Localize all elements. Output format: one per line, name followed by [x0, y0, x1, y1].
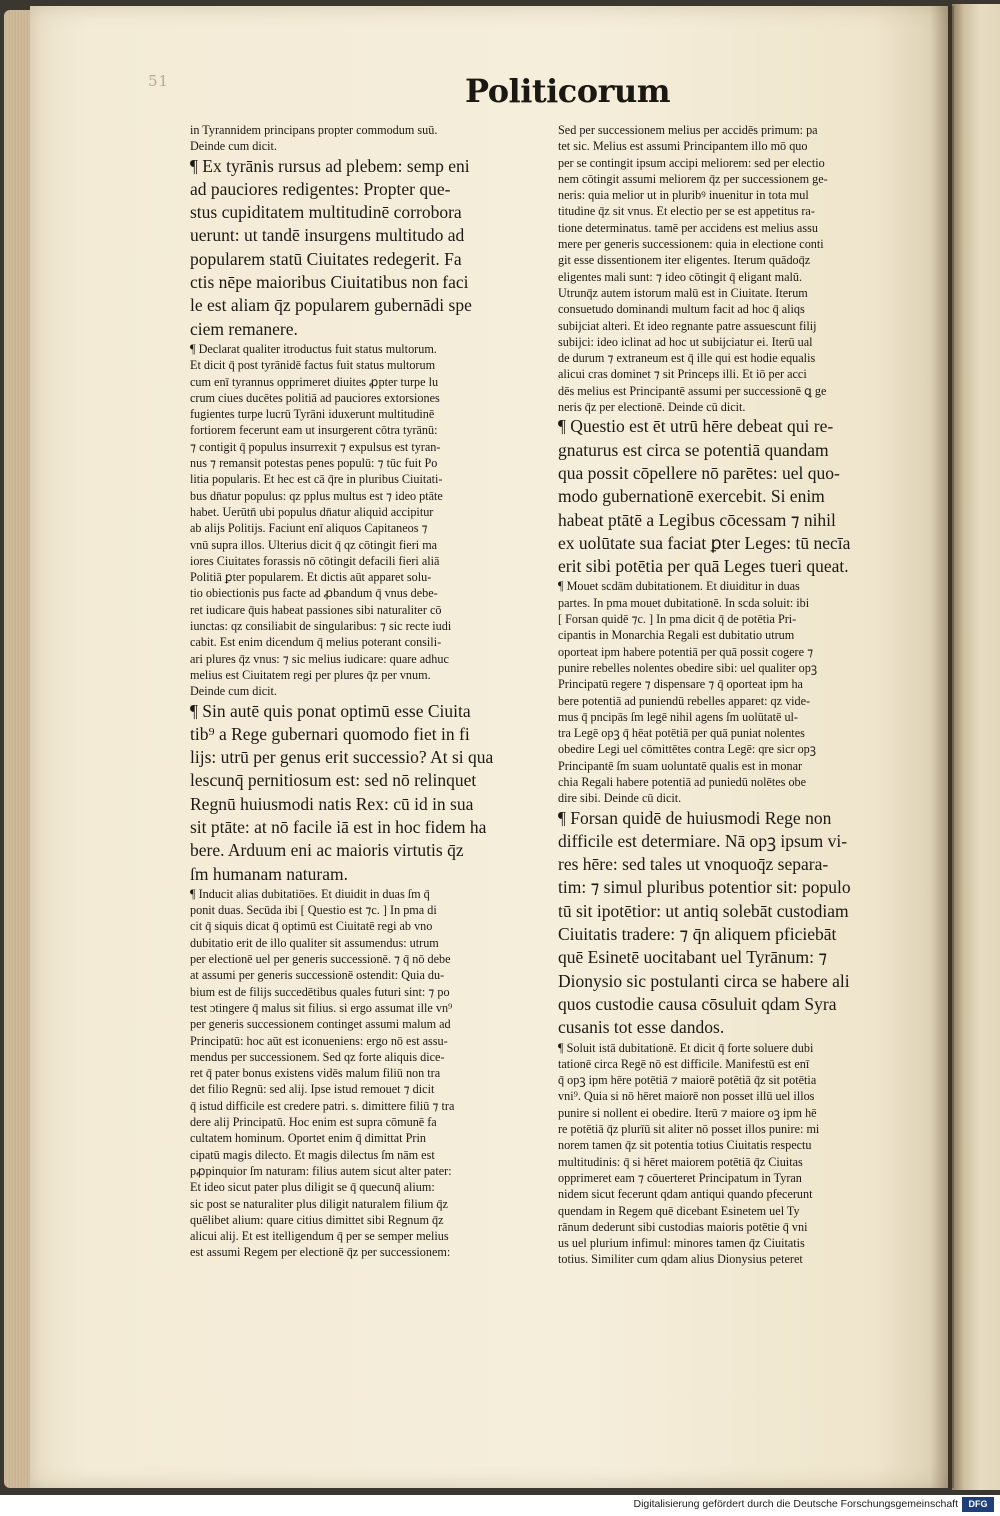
funding-credit: Digitalisierung gefördert durch die Deutsche Forschungsgemeinschaft [633, 1498, 958, 1510]
right-column [558, 122, 908, 1268]
left-paragraph: ¶ Declarat qualiter itroductus fuit status multorum. Et dicit q̄ post tyrānidē factus fuit status multorum cum enī tyrannus opprimeret diuites ꝓpter turpe lu crum ciues ducētes politiā ad pauciores extorsiones fugientes turpe lucrū Tyrāni iduxerunt multitudinē fortiorem fecerunt eam ut insurgerent cōtra tyrānū: ⁊ contigit q̄ populus insurrexit ⁊ expulsus est tyran- nus ⁊ remansit potestas penes populū: ⁊ tūc fuit Po litia popularis. Et hec est cā q̄re in pluribus Ciuitati- bus dn̄atur populus: qz pplus multus est ⁊ ideo ptāte habet. Uerūtn̄ ubi populus dn̄atur aliquid accipitur ab alijs Politijs. Faciunt enī aliquos Capitaneos ⁊ vnū supra illos. Ulterius dicit q̄ qz cōtingit fieri ma iores Ciuitates forassis nō cōtingit defacili fieri aliā Politiā ꝑter popularem. Et dictis aūt apparet solu- tio obiectionis pus facte ad ꝓbandum q̄ vnus debe- ret iudicare q̄uis habeat passiones sibi naturaliter cō iunctas: qz consiliabit de singularibus: ⁊ sic recte iudi cabit. Est enim dicendum q̄ melius poterant consili- ari plures q̄z vnus: ⁊ sic melius iudicare: quare adhuc melius est Ciuitatem regi per plures q̄z per vnum. Deinde cum dicit. [190, 341, 452, 699]
folio-number: 51 [148, 72, 170, 90]
right-paragraph: ¶ Forsan quidē de huiusmodi Rege non difficile est determiare. Nā opꝫ ipsum vi- res hēre: sed tales ut vnoquoq̄z separa- tim: ⁊ simul pluribus potentior sit: populo tū sit ipotētior: ut antiq solebāt custodiam Ciuitatis tradere: ⁊ q̄n aliquem pficiebāt quē Esinetē uocitabant uel Tyrānum: ⁊ Dionysio sic postulanti circa se habere ali quos custodie causa cōsuluit qdam Syra cusanis tot esse dandos. [558, 807, 851, 1038]
right-paragraph: ¶ Questio est ēt utrū hēre debeat qui re- gnaturus est circa se potentiā quandam qua possit cōpellere nō parētes: uel quo- modo gubernationē exercebit. Si enim habeat ptātē a Legibus cōcessam ⁊ nihil ex uolūtate sua faciat ꝑter Leges: tū necīa erit sibi potētia per quā Leges tueri queat. [558, 416, 851, 577]
left-paragraph: in Tyrannidem principans propter commodum suū. Deinde cum dicit. [190, 123, 438, 154]
left-paragraph: ¶ Ex tyrānis rursus ad plebem: semp eni ad pauciores redigentes: Propter que- stus cupiditatem multitudinē corrobora uerunt: ut tandē insurgens multitudo ad popularem statū Ciuitates redegerit. Fa ctis nēpe maioribus Ciuitatibus non faci le est aliam q̄z popularem gubernādi spe ciem remanere. [190, 155, 472, 339]
facing-page-edge [952, 4, 1000, 1490]
gutter-shadow [930, 6, 954, 1488]
running-head: Politicorum [465, 72, 671, 110]
dfg-logo-icon: DFG [962, 1497, 994, 1512]
left-column [190, 122, 540, 1261]
right-paragraph: Sed per successionem melius per accidēs primum: pa tet sic. Melius est assumi Principantem illo mō quo per se contingit ipsum accipi meliorem: sed per electio nem cōtingit assumi meliorem q̄z per successionem ge- neris: quia melior ut in pluribꝰ inuenitur in tota mul titudine q̄z sit vnus. Et electio per se est appetitus ra- tione determinatus. tamē per accidens est melius assu mere per generis successionem: quia in electione conti git esse dissentionem iter eligentes. Iterum quādoq̄z eligentes mali sunt: ⁊ ideo cōtingit q̄ eligant malū. Utrunq̄z autem istorum malū est in Ciuitate. Iterum consuetudo dominandi multum facit ad hoc q̄ aliqs subijciat alteri. Et ideo regnante patre assuescunt filij subijci: ideo iclinat ad hoc ut subijciatur ei. Iterū ual de durum ⁊ extraneum est q̄ ille qui est hodie equalis alicui cras dominet ⁊ sit Princeps illi. Et iō per acci dēs melius est Principantē assumi per successionē ꝗ ge neris q̄z per electionē. Deinde cū dicit. [558, 123, 828, 415]
footer-bar [0, 1495, 1000, 1516]
left-paragraph: ¶ Inducit alias dubitatiōes. Et diuidit in duas ſm q̄ ponit duas. Secūda ibi [ Questio est ⁊c. ] In pma di cit q̄ siquis dicat q̄ optimū est Ciuitatē regi ab vno dubitatio erit de illo qualiter sit assumendus: utrum per electionē uel per generis successionē. ⁊ q̄ nō debe at assumi per generis successionē ostendit: Quia du- bium est de filijs succedētibus quales futuri sint: ⁊ po test ɔtingere q̄ malus sit filius. si ergo assumat ille vn⁹ per generis successionem continget assumi malum ad Principatū: hoc aūt est iconueniens: ergo nō est assu- mendus per successionem. Sed qz forte aliquis dice- ret q̄ pater bonus existens vidēs malum filiū non tra det filio Regnū: sed alij. Ipse istud remouet ⁊ dicit q̄ istud difficile est credere patri. s. dimittere filiū ⁊ tra dere alij Principatū. Hoc enim est supra cōmunē fa cultatem hominum. Oportet enim q̄ dimittat Prin cipatū magis dilecto. Et magis dilectus ſm nām est pꝓpinquior ſm naturam: filius autem sicut alter pater: Et ideo sicut pater plus diligit se q̄ quecunq̄ alium: sic post se naturaliter plus diligit naturalem filium q̄z quēlibet alium: quare citius dimittet sibi Regnum q̄z alicui alij. Et est itelligendum q̄ per se semper melius est assumi Regem per electionē q̄z per successionem: [190, 886, 455, 1260]
right-paragraph: ¶ Mouet scdām dubitationem. Et diuiditur in duas partes. In pma mouet dubitationē. In scda soluit: ibi [ Forsan quidē ⁊c. ] In pma dicit q̄ de potētia Pri- cipantis in Monarchia Regali est dubitatio utrum oporteat ipm habere potentiā per quā possit cogere ⁊ punire rebelles nolentes obedire sibi: uel qualiter opꝫ Principatū regere ⁊ dispensare ⁊ q̄ oporteat ipm ha bere potentiā ad puniendū rebelles apparet: qz vide- mus q̄ pncipās ſm legē nihil agens ſm uolūtatē ul- tra Legē opꝫ q̄ hēat potētiā per quā puniat nolentes obedire Legi uel cōmittētes contra Legē: qre sicr opꝫ Principantē ſm suam uoluntatē qualis est in monar chia Regali habere potentiā ad puniedū nolētes obe dire sibi. Deinde cū dicit. [558, 579, 818, 806]
left-paragraph: ¶ Sin autē quis ponat optimū esse Ciuita tib⁹ a Rege gubernari quomodo fiet in fi lijs: utrū per genus erit successio? At si qua lescunq̄ pernitiosum est: sed nō relinquet Regnū huiusmodi natis Rex: cū id in sua sit ptāte: at nō facile iā est in hoc fidem ha bere. Arduum eni ac maioris virtutis q̄z ſm humanam naturam. [190, 700, 494, 884]
right-paragraph: ¶ Soluit istā dubitationē. Et dicit q̄ forte soluere dubi tationē circa Regē nō est difficile. Manifestū est enī q̄ opꝫ ipm hēre potētiā ⁊ maiorē potētiā q̄z sit potētia vni⁹. Quia si nō hēret maiorē non posset illū uel illos punire si nollent ei obedire. Iterū ⁊ maiore oꝫ ipm hē re potētiā q̄z plurīū sit aliter nō posset illos punire: mi norem tamen q̄z sit potentia totius Ciuitatis respectu multitudinis: q̄ si hēret maiorem potētiā q̄z Ciuitas opprimeret eam ⁊ cōuerteret Principatum in Tyran nidem sicut fecerunt qdam antiqui quando pfecerunt quendam in Regem quē dicebant Esinetem uel Ty rānum dederunt sibi custodias maioris potētie q̄ vni us uel plurium infimul: minores tamen q̄z Ciuitatis totius. Similiter cum qdam alius Dionysius peteret [558, 1040, 820, 1267]
